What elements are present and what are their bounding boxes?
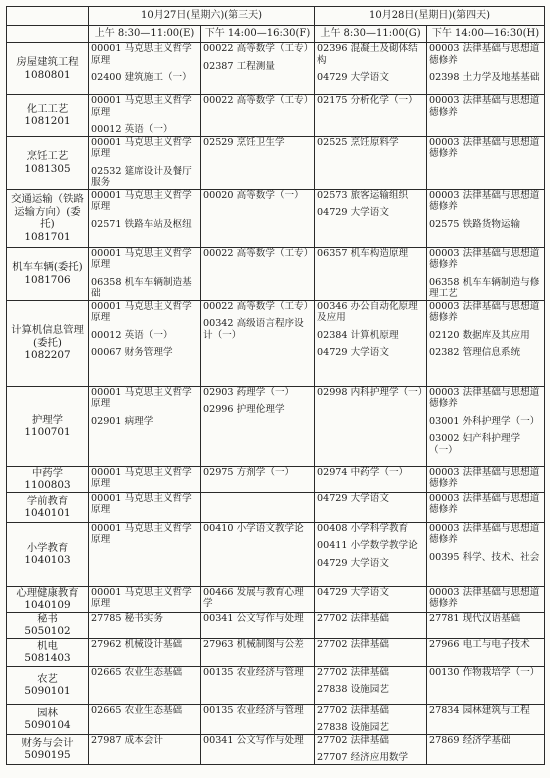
exam-slot-cell <box>201 386 315 466</box>
major-cell <box>7 666 89 704</box>
course-entry: 27966 电工与电子技术 <box>429 638 530 650</box>
course-entry: 27702 法律基础 <box>317 638 389 650</box>
course-entry: 27702 法律基础 <box>317 734 389 746</box>
exam-slot-cell <box>89 247 201 300</box>
exam-slot-cell <box>315 386 427 466</box>
exam-slot-cell <box>89 612 201 638</box>
exam-slot-cell <box>201 136 315 189</box>
course-entry: 04729 大学语文 <box>317 557 389 569</box>
course-entry: 02665 农业生态基础 <box>91 704 183 716</box>
course-entry: 00410 小学语文教学论 <box>203 522 304 534</box>
exam-slot-cell <box>315 189 427 247</box>
major-code: 1040103 <box>24 554 71 566</box>
exam-slot-cell <box>427 666 545 704</box>
course-entry: 02387 工程测量 <box>203 60 275 72</box>
major-name: 农艺 <box>37 672 58 685</box>
exam-slot-cell <box>89 189 201 247</box>
course-entry: 27838 设施园艺 <box>317 684 389 695</box>
course-entry: 02396 混凝土及砌体结构 <box>317 43 418 66</box>
exam-slot-cell <box>201 586 315 612</box>
course-entry: 02382 管理信息系统 <box>429 347 521 358</box>
exam-slot-cell <box>201 492 315 522</box>
major-name: 烹饪工艺 <box>26 150 69 162</box>
exam-slot-cell <box>89 43 201 95</box>
exam-slot-cell <box>427 300 545 386</box>
major-code: 5090104 <box>24 719 71 731</box>
exam-slot-cell <box>315 704 427 734</box>
course-entry: 00466 发展与教育心理学 <box>203 586 304 609</box>
course-entry: 00012 英语（一） <box>91 124 173 135</box>
exam-slot-cell <box>315 466 427 492</box>
slot-header-f: 下午 14:00—16:30(F) <box>201 26 315 43</box>
course-entry: 00001 马克思主义哲学原理 <box>91 586 192 609</box>
exam-slot-cell <box>315 612 427 638</box>
table-row <box>7 586 545 612</box>
course-entry: 00022 高等数学（工专） <box>203 43 314 54</box>
major-code: 5050102 <box>24 625 71 637</box>
exam-slot-cell <box>427 43 545 95</box>
course-entry: 02384 计算机原理 <box>317 329 399 341</box>
course-entry: 00342 高级语言程序设计（一） <box>203 318 304 341</box>
exam-slot-cell <box>89 95 201 137</box>
major-name: 化工工艺 <box>26 102 69 115</box>
course-entry: 00001 马克思主义哲学原理 <box>91 466 192 489</box>
table-row <box>7 300 545 386</box>
course-entry: 00003 法律基础与思想道德修养 <box>429 466 540 489</box>
course-entry: 27987 成本会计 <box>91 734 163 746</box>
major-name: 学前教育 <box>26 494 69 507</box>
major-code: 1081706 <box>24 273 71 286</box>
major-code: 1081305 <box>24 162 71 175</box>
major-code: 1082207 <box>24 349 71 362</box>
course-entry: 00001 马克思主义哲学原理 <box>91 300 192 323</box>
course-entry: 03001 外科护理学（一） <box>429 415 540 427</box>
course-entry: 00001 马克思主义哲学原理 <box>91 43 192 66</box>
exam-slot-cell <box>201 466 315 492</box>
schedule-body <box>7 43 545 765</box>
corner-cell-2 <box>7 26 89 43</box>
table-row <box>7 638 545 666</box>
major-cell <box>7 522 89 586</box>
major-name: 机电 <box>37 639 58 652</box>
major-cell <box>7 43 89 95</box>
course-entry: 02532 筵席设计及餐厅服务 <box>91 165 192 188</box>
exam-slot-cell <box>89 522 201 586</box>
exam-slot-cell <box>89 136 201 189</box>
course-entry: 06357 机车构造原理 <box>317 247 409 259</box>
course-entry: 27781 现代汉语基础 <box>429 612 521 624</box>
course-entry: 02974 中药学（一） <box>317 466 409 478</box>
exam-slot-cell <box>315 666 427 704</box>
table-row <box>7 189 545 247</box>
course-entry: 00001 马克思主义哲学原理 <box>91 247 192 270</box>
table-row <box>7 666 545 704</box>
exam-slot-cell <box>427 586 545 612</box>
major-code: 1100701 <box>24 426 71 438</box>
major-name: 园林 <box>37 706 58 719</box>
major-cell <box>7 492 89 522</box>
table-row <box>7 492 545 522</box>
course-entry: 00001 马克思主义哲学原理 <box>91 189 192 212</box>
exam-schedule-sheet <box>6 6 544 765</box>
exam-slot-cell <box>427 612 545 638</box>
course-entry: 27785 秘书实务 <box>91 612 163 624</box>
major-name: 小学教育 <box>26 541 69 554</box>
exam-slot-cell <box>201 666 315 704</box>
table-row <box>7 466 545 492</box>
major-name: 交通运输（铁路运输方向）(委托) <box>11 193 84 230</box>
course-entry: 27869 经济学基础 <box>429 734 511 746</box>
exam-slot-cell <box>427 386 545 466</box>
course-entry: 00001 马克思主义哲学原理 <box>91 136 192 159</box>
course-entry: 00135 农业经济与管理 <box>203 666 304 678</box>
exam-slot-cell <box>89 300 201 386</box>
course-entry: 00003 法律基础与思想道德修养 <box>429 586 540 609</box>
exam-slot-cell <box>427 734 545 764</box>
course-entry: 02120 数据库及其应用 <box>429 329 530 341</box>
course-entry: 00022 高等数学（工专） <box>203 300 314 312</box>
course-entry: 00001 马克思主义哲学原理 <box>91 386 192 409</box>
exam-slot-cell <box>201 43 315 95</box>
course-entry: 02998 内科护理学（一） <box>317 386 428 398</box>
exam-slot-cell <box>315 734 427 764</box>
slot-header-e: 上午 8:30—11:00(E) <box>89 26 201 43</box>
major-cell <box>7 734 89 764</box>
exam-slot-cell <box>89 466 201 492</box>
course-entry: 00130 作物栽培学（一） <box>429 666 540 678</box>
exam-slot-cell <box>427 704 545 734</box>
exam-slot-cell <box>201 522 315 586</box>
course-entry: 00001 马克思主义哲学原理 <box>91 95 192 118</box>
course-entry: 00346 办公自动化原理及应用 <box>317 300 418 323</box>
course-entry: 00003 法律基础与思想道德修养 <box>429 492 540 515</box>
major-code: 5081403 <box>24 652 71 664</box>
exam-slot-cell <box>427 638 545 666</box>
course-entry: 04729 大学语文 <box>317 586 389 598</box>
major-name: 房屋建筑工程 <box>16 56 79 68</box>
exam-slot-cell <box>315 247 427 300</box>
major-name: 秘书 <box>37 612 58 625</box>
major-cell <box>7 247 89 300</box>
slot-header-h: 下午 14:00—16:30(H) <box>427 26 545 43</box>
major-code: 5090195 <box>24 749 71 761</box>
major-cell <box>7 386 89 466</box>
course-entry: 02575 铁路货物运输 <box>429 218 521 230</box>
major-name: 中药学 <box>31 466 64 479</box>
course-entry: 00341 公文写作与处理 <box>203 734 304 746</box>
corner-cell <box>7 7 89 26</box>
course-entry: 00003 法律基础与思想道德修养 <box>429 189 540 212</box>
table-row <box>7 136 545 189</box>
exam-slot-cell <box>201 638 315 666</box>
day-header-sunday: 10月28日(星期日)(第四天) <box>315 7 545 26</box>
course-entry: 27702 法律基础 <box>317 704 389 716</box>
course-entry: 02901 病理学 <box>91 415 154 427</box>
day-header-row <box>7 7 545 26</box>
course-entry: 00022 高等数学（工专） <box>203 247 314 259</box>
major-code: 1100803 <box>24 479 71 491</box>
slot-header-row <box>7 26 545 43</box>
major-name: 心理健康教育 <box>16 586 79 599</box>
exam-slot-cell <box>89 734 201 764</box>
course-entry: 00003 法律基础与思想道德修养 <box>429 522 540 545</box>
major-code: 1040101 <box>24 507 71 519</box>
exam-slot-cell <box>427 95 545 137</box>
course-entry: 02525 烹饪原料学 <box>317 136 399 148</box>
table-row <box>7 704 545 734</box>
exam-slot-cell <box>201 704 315 734</box>
course-entry: 00003 法律基础与思想道德修养 <box>429 136 540 159</box>
major-cell <box>7 300 89 386</box>
course-entry: 00408 小学科学教育 <box>317 522 409 534</box>
major-name: 计算机信息管理(委托) <box>11 324 84 349</box>
course-entry: 00341 公文写作与处理 <box>203 612 304 624</box>
course-entry: 02571 铁路车站及枢纽 <box>91 218 192 230</box>
exam-slot-cell <box>315 95 427 137</box>
course-entry: 27702 法律基础 <box>317 666 389 678</box>
course-entry: 27702 法律基础 <box>317 612 389 624</box>
exam-slot-cell <box>201 247 315 300</box>
major-code: 1081701 <box>24 230 71 243</box>
course-entry: 00001 马克思主义哲学原理 <box>91 492 192 515</box>
course-entry: 06358 机车车辆制造基础 <box>91 276 192 299</box>
table-row <box>7 734 545 764</box>
major-name: 护理学 <box>31 413 64 426</box>
course-entry: 02400 建筑施工（一） <box>91 72 192 83</box>
major-code: 1040109 <box>24 599 71 611</box>
major-cell <box>7 612 89 638</box>
table-row <box>7 43 545 95</box>
table-row <box>7 612 545 638</box>
exam-slot-cell <box>315 300 427 386</box>
exam-slot-cell <box>427 247 545 300</box>
course-entry: 00012 英语（一） <box>91 329 173 341</box>
course-entry: 06358 机车车辆制造与修理工艺 <box>429 276 540 299</box>
exam-slot-cell <box>89 704 201 734</box>
major-name: 财务与会计 <box>21 736 74 749</box>
exam-slot-cell <box>201 300 315 386</box>
major-cell <box>7 638 89 666</box>
exam-slot-cell <box>89 666 201 704</box>
major-cell <box>7 704 89 734</box>
exam-slot-cell <box>89 386 201 466</box>
slot-header-g: 上午 8:30—11:00(G) <box>315 26 427 43</box>
course-entry: 02903 药理学（一） <box>203 386 295 398</box>
course-entry: 00003 法律基础与思想道德修养 <box>429 247 540 270</box>
course-entry: 03002 妇产科护理学（一） <box>429 433 521 456</box>
course-entry: 00067 财务管理学 <box>91 347 173 358</box>
major-name: 机车车辆(委托) <box>12 261 83 273</box>
exam-slot-cell <box>315 43 427 95</box>
exam-slot-cell <box>315 136 427 189</box>
exam-slot-cell <box>201 734 315 764</box>
course-entry: 00022 高等数学（工专） <box>203 95 314 106</box>
course-entry: 00001 马克思主义哲学原理 <box>91 522 192 545</box>
course-entry: 27838 设施园艺 <box>317 722 389 733</box>
course-entry: 27834 园林建筑与工程 <box>429 704 530 716</box>
course-entry: 00003 法律基础与思想道德修养 <box>429 300 540 323</box>
course-entry: 02573 旅客运输组织 <box>317 189 409 201</box>
course-entry: 00003 法律基础与思想道德修养 <box>429 95 540 118</box>
exam-slot-cell <box>315 522 427 586</box>
course-entry: 00020 高等数学（一） <box>203 189 304 201</box>
major-code: 1081201 <box>24 115 71 128</box>
course-entry: 27962 机械设计基础 <box>91 638 183 650</box>
exam-slot-cell <box>89 638 201 666</box>
exam-slot-cell <box>201 189 315 247</box>
course-entry: 02996 护理伦理学 <box>203 404 285 415</box>
course-entry: 02529 烹饪卫生学 <box>203 136 285 148</box>
exam-schedule-table <box>6 6 545 765</box>
course-entry: 04729 大学语文 <box>317 72 389 83</box>
course-entry: 02975 方剂学（一） <box>203 466 295 478</box>
course-entry: 04729 大学语文 <box>317 492 389 504</box>
exam-slot-cell <box>201 95 315 137</box>
exam-slot-cell <box>89 586 201 612</box>
course-entry: 02175 分析化学（一） <box>317 95 418 106</box>
course-entry: 00003 法律基础与思想道德修养 <box>429 43 540 66</box>
major-cell <box>7 95 89 137</box>
exam-slot-cell <box>427 136 545 189</box>
major-code: 1080801 <box>24 68 71 81</box>
major-code: 5090101 <box>24 685 71 697</box>
table-row <box>7 386 545 466</box>
course-entry: 27707 经济应用数学 <box>317 752 409 763</box>
major-cell <box>7 136 89 189</box>
exam-slot-cell <box>427 522 545 586</box>
major-cell <box>7 586 89 612</box>
exam-slot-cell <box>315 638 427 666</box>
exam-slot-cell <box>315 586 427 612</box>
exam-slot-cell <box>427 466 545 492</box>
exam-slot-cell <box>427 492 545 522</box>
major-cell <box>7 466 89 492</box>
table-row <box>7 522 545 586</box>
major-cell <box>7 189 89 247</box>
course-entry: 00135 农业经济与管理 <box>203 704 304 716</box>
exam-slot-cell <box>201 612 315 638</box>
table-row <box>7 95 545 137</box>
table-row <box>7 247 545 300</box>
course-entry: 00411 小学数学教学论 <box>317 540 418 551</box>
exam-slot-cell <box>89 492 201 522</box>
course-entry: 02398 土力学及地基基础 <box>429 72 540 83</box>
course-entry: 04729 大学语文 <box>317 347 389 358</box>
exam-slot-cell <box>315 492 427 522</box>
day-header-saturday: 10月27日(星期六)(第三天) <box>89 7 315 26</box>
course-entry: 00003 法律基础与思想道德修养 <box>429 386 540 409</box>
course-entry: 02665 农业生态基础 <box>91 666 183 678</box>
course-entry: 27963 机械制图与公差 <box>203 638 304 650</box>
course-entry: 00395 科学、技术、社会 <box>429 551 540 563</box>
course-entry: 04729 大学语文 <box>317 207 389 218</box>
exam-slot-cell <box>427 189 545 247</box>
